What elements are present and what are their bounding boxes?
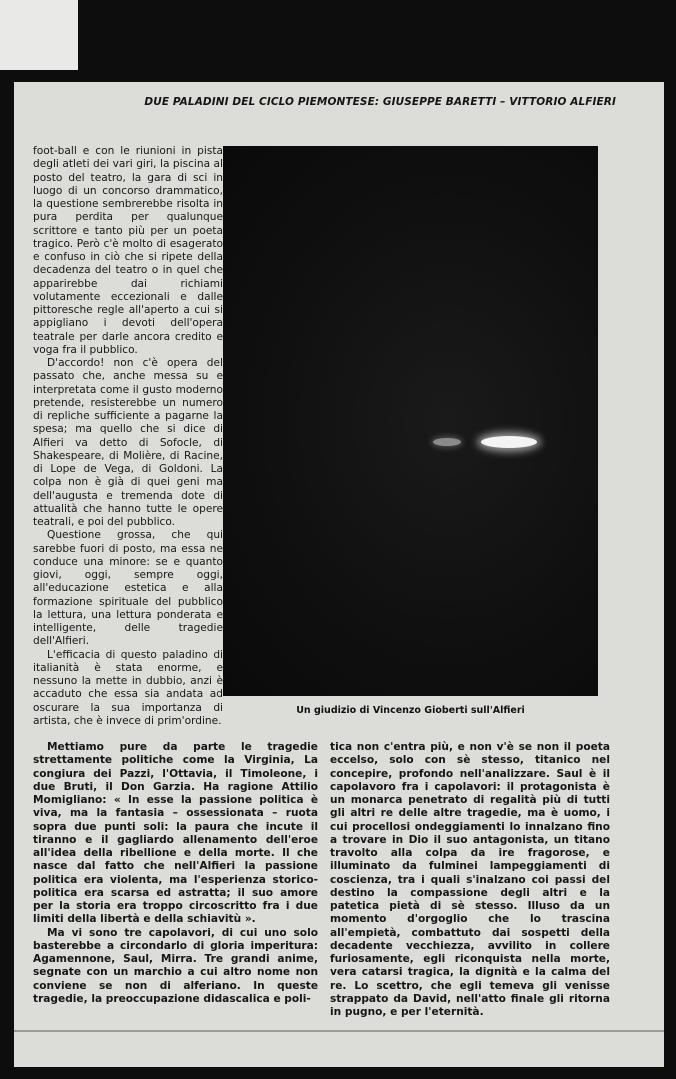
paragraph: Questione grossa, che qui sarebbe fuori di posto, ma essa ne conduce una minore: se e quanto giovi, oggi, sempre oggi, all'educazione estetica e alla formazione spirituale del pubblico la lettura, una lettura ponderata e intelligente, delle tragedie dell'Alfieri.: [33, 529, 223, 648]
figure-caption: Un giudizio di Vincenzo Gioberti sull'Alfieri: [296, 705, 525, 716]
dark-photograph: [223, 146, 598, 696]
paragraph: foot-ball e con le riunioni in pista degli atleti dei vari giri, la piscina al posto del teatro, la gara di sci in luogo di un concorso drammatico, la questione sembrerebbe risolta in pura perdita per qualunque scrittore e tanto più per un poeta tragico. Però c'è molto di esagerato e confuso in ciò che si ripete della decadenza del teatro o in quel che apparirebbe dai richiami volutamente eccezionali e dalle pittoresche regle all'aperto a cui si appigliano i devoti dell'opera teatrale per darle ancora credito e voga fra il pubblico.: [33, 145, 223, 356]
bottom-left-text-column: [33, 741, 318, 1006]
photo-highlight: [481, 436, 537, 448]
photo-highlight: [433, 438, 461, 446]
paragraph: tica non c'entra più, e non v'è se non il poeta eccelso, solo con sè stesso, titanico nel concepire, profondo nell'analizzare. Saul è il capolavoro fra i capolavori: il protagonista è un monarca penetrato di regalità più di tutti gli altri re delle altre tragedie, ma è uomo, i cui procellosi ondeggiamenti lo innalzano fino a trovare in Dio il suo antagonista, un titano travolto alla colpa da ire fragorose, e illuminato da fulminei lampeggiamenti di coscienza, tra i quali s'inalzano coi passi del destino la compassione degli altri e la patetica pietà di sè stesso. Illuso da un momento d'orgoglio che lo trascina all'empietà, combattuto dai sospetti della decadente vecchiezza, avvilito in collere furiosamente, egli riconquista nella morte, vera catarsi tragica, la dignità e la calma del re. Lo scettro, che egli temeva gli venisse strappato da David, nell'atto finale gli ritorna in pugno, e per l'eternità.: [330, 741, 610, 1018]
book-page: [14, 82, 664, 1067]
bottom-right-text-column: [330, 741, 610, 1019]
paragraph: D'accordo! non c'è opera del passato che, anche messa su e interpretata come il gusto moderno pretende, resisterebbe un numero di repliche sufficiente a pagarne la spesa; ma quello che si dice di Alfieri va detto di Sofocle, di Shakespeare, di Molière, di Racine, di Lope de Vega, di Goldoni. La colpa non è già di quei geni ma dell'augusta e tremenda dote di attualità che hanno tutte le opere teatrali, e poi del pubblico.: [33, 357, 223, 528]
paragraph: Mettiamo pure da parte le tragedie strettamente politiche come la Virginia, La congiura dei Pazzi, l'Ottavia, il Timoleone, i due Bruti, il Don Garzia. Ha ragione Attilio Momigliano: « In esse la passione politica è viva, ma la fantasia – ossessionata – ruota sopra due punti soli: la paura che incute il tiranno e il gagliardo allenamento dell'eroe all'idea della ribellione e della morte. Il che nasce dal fatto che nell'Alfieri la passione politica era violenta, ma l'esperienza storico-politica era scarsa ed astratta; il suo amore per la storia era troppo circoscritto fra i due limiti della libertà e della schiavitù ».: [33, 741, 318, 926]
paragraph: Ma vi sono tre capolavori, di cui uno solo basterebbe a circondarlo di gloria imperitura: Agamennone, Saul, Mirra. Tre grandi anime, segnate con un marchio a cui altro nome non conviene se non di alferiano. In queste tragedie, la preoccupazione didascalica e poli-: [33, 926, 318, 1005]
running-header: DUE PALADINI DEL CICLO PIEMONTESE: GIUSEPPE BARETTI – VITTORIO ALFIERI: [144, 96, 616, 108]
left-text-column: [33, 145, 223, 728]
page-bottom-rule: [14, 1030, 664, 1032]
scan-corner-patch: [0, 0, 78, 70]
paragraph: L'efficacia di questo paladino di italianità è stata enorme, e nessuno la mette in dubbio, anzi è accaduto che essa sia andata ad oscurare la sua importanza di artista, che è invece di prim'ordine.: [33, 648, 223, 727]
